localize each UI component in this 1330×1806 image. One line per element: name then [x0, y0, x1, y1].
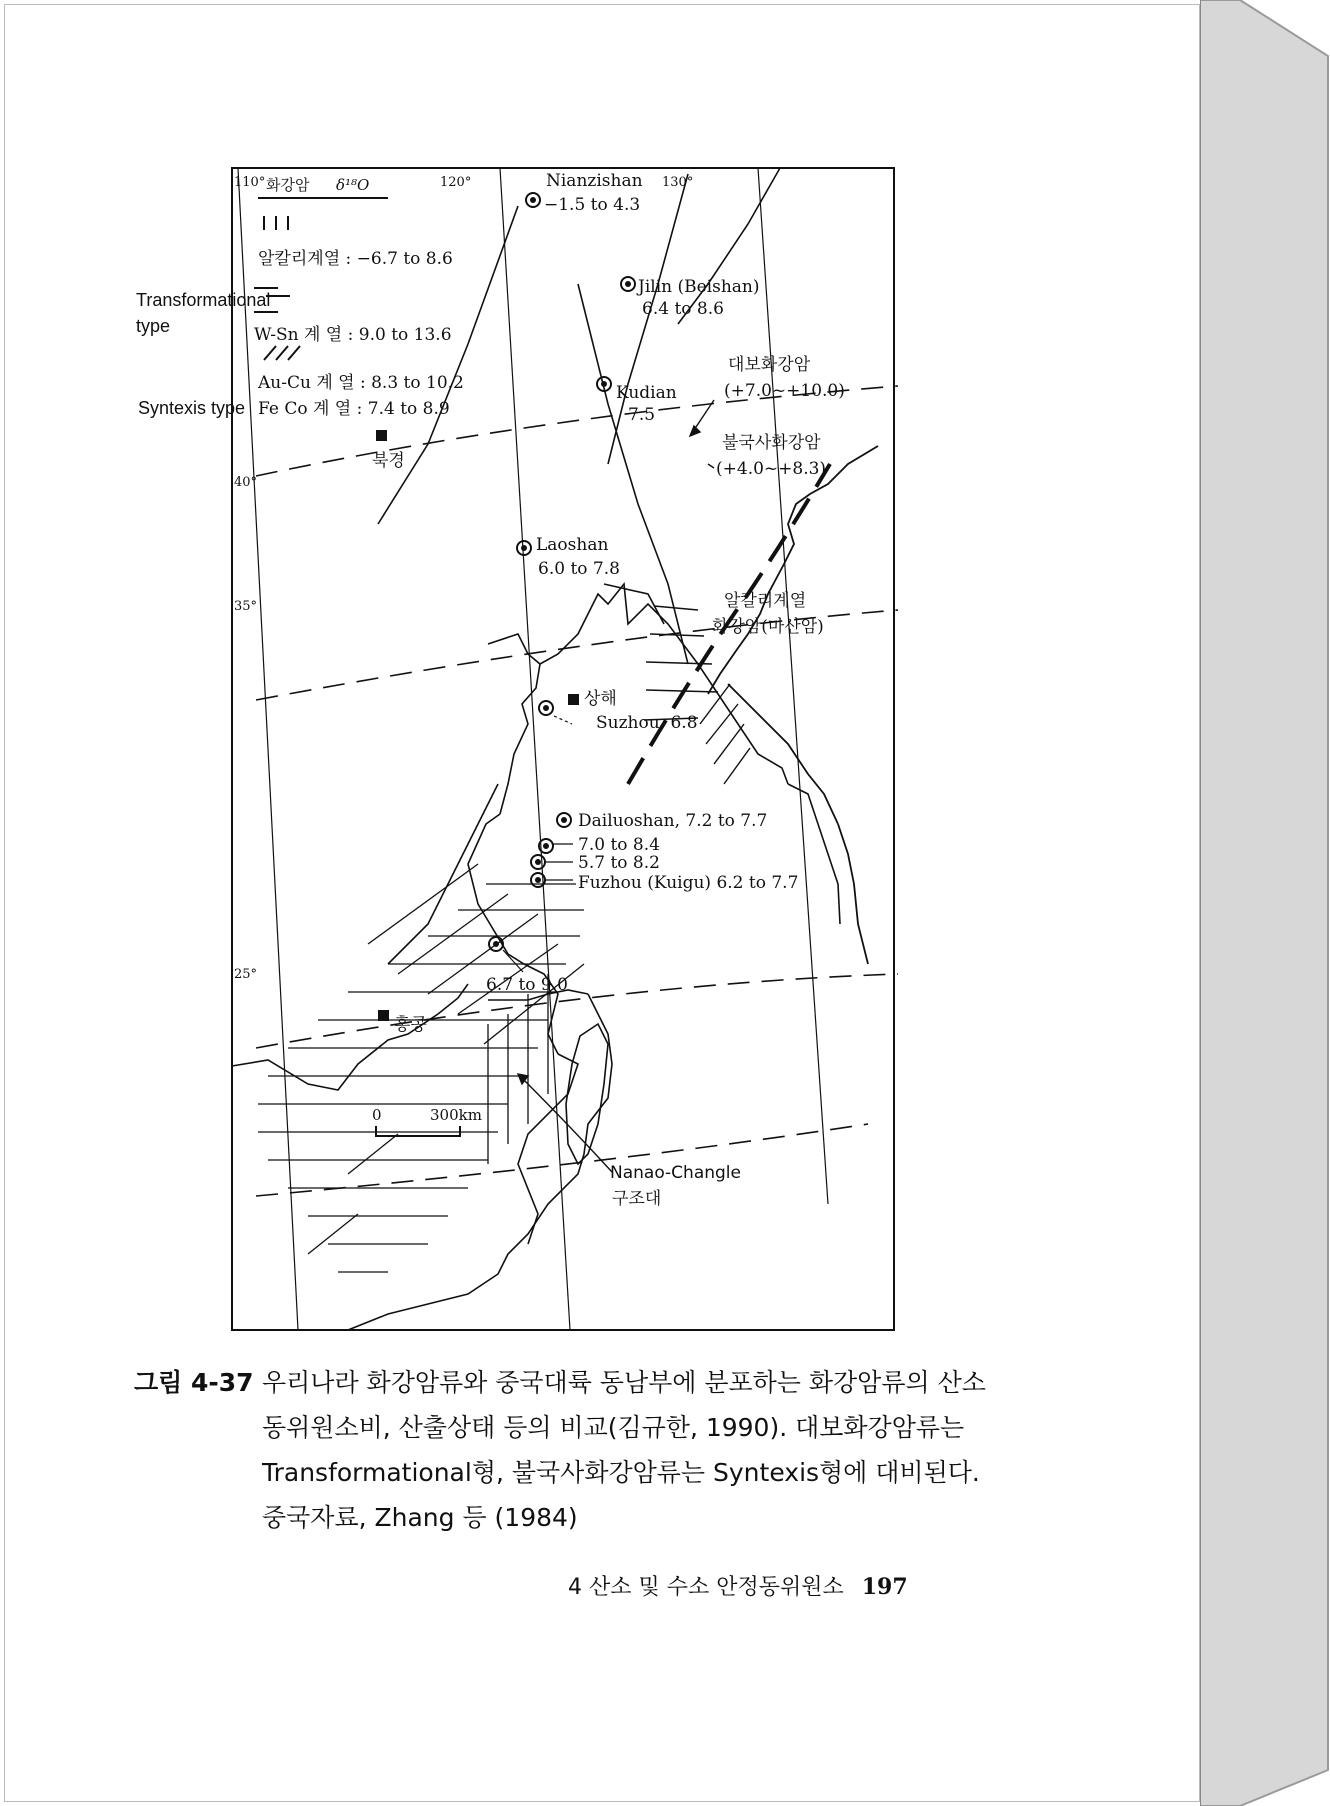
jilin-name: Jilin (Beishan) — [638, 277, 760, 297]
fuzhou-label: Fuzhou (Kuigu) 6.2 to 7.7 — [578, 873, 799, 893]
caption-text: 우리나라 화강암류와 중국대륙 동남부에 분포하는 화강암류의 산소 동위원소비, 산출상태 등의 비교(김규한, 1990). 대보화강암류는 Transformational형, 불국사화강암류는 Syntexis형에 대비된다. 중국자료, Zhang 등 (1984) — [262, 1368, 986, 1532]
legend-w-sn: W-Sn 계 열 : 9.0 to 13.6 — [254, 325, 452, 345]
page-number: 197 — [861, 1574, 908, 1600]
nianzishan-value: −1.5 to 4.3 — [544, 195, 641, 215]
suzhou-label: Suzhou, 6.8 — [596, 713, 698, 733]
beijing-square — [376, 430, 387, 441]
nanao-line1: Nanao-Changle — [610, 1163, 741, 1183]
hongkong-square — [378, 1010, 389, 1021]
nianzishan-name: Nianzishan — [546, 171, 643, 191]
lon-120-label: 120° — [440, 175, 472, 190]
syntexis-label: Syntexis type — [138, 398, 246, 418]
daebo-value: (+7.0~+10.0) — [724, 381, 845, 401]
dailuoshan-label: Dailuoshan, 7.2 to 7.7 — [578, 811, 768, 831]
daebo-label: 대보화강암 — [728, 355, 811, 375]
nanao-line2: 구조대 — [612, 1189, 662, 1209]
south-value: 6.7 to 9.0 — [486, 975, 568, 995]
caption-number: 그림 4-37 — [134, 1368, 254, 1397]
legend-bars-icon — [264, 216, 288, 230]
hongkong-label: 홍콩 — [394, 1015, 427, 1035]
transformational-label: Transformational — [136, 290, 271, 310]
type-label: type — [136, 316, 171, 336]
shanghai-label: 상해 — [584, 689, 617, 709]
laoshan-value: 6.0 to 7.8 — [538, 559, 620, 579]
kudian-value: 7.5 — [628, 405, 656, 425]
bulguksa-label: 불국사화강암 — [722, 433, 821, 453]
scale-zero: 0 — [372, 1106, 382, 1124]
coastline — [232, 584, 840, 1330]
lon-110-label: 110° — [234, 175, 266, 190]
scale-bar — [376, 1126, 460, 1136]
legend-alkali: 알칼리계열 : −6.7 to 8.6 — [258, 249, 453, 269]
lat-25-label: 25° — [234, 967, 258, 982]
book-edge — [1200, 0, 1330, 1806]
kudian-name: Kudian — [616, 383, 677, 403]
shanghai-square — [568, 694, 579, 705]
scale-km: 300km — [430, 1106, 482, 1124]
lat-35-label: 35° — [234, 599, 258, 614]
korea-alkali-line2: 화강암(마산암) — [712, 617, 824, 637]
footer-section: 4 산소 및 수소 안정동위원소 — [568, 1575, 844, 1600]
legend-fe-co: Fe Co 계 열 : 7.4 to 8.9 — [258, 399, 450, 419]
beijing-label: 북경 — [372, 451, 405, 471]
korea-alkali-line1: 알칼리계열 — [724, 591, 807, 611]
page-footer — [568, 1570, 908, 1601]
legend-slash-icon — [264, 346, 300, 360]
site-a-value: 7.0 to 8.4 — [578, 835, 660, 855]
taiwan — [566, 1024, 608, 1164]
laoshan-name: Laoshan — [536, 535, 609, 555]
lon-130-label: 130° — [662, 175, 694, 190]
korea-arrows — [690, 400, 714, 468]
legend-title: 화강암 — [266, 176, 310, 194]
bulguksa-value: (+4.0~+8.3) — [716, 459, 827, 479]
jilin-value: 6.4 to 8.6 — [642, 299, 724, 319]
site-b-value: 5.7 to 8.2 — [578, 853, 660, 873]
lat-40-label: 40° — [234, 475, 258, 490]
granite-distribution-map — [228, 164, 898, 1334]
china-hatch — [258, 864, 584, 1272]
legend-au-cu: Au-Cu 계 열 : 8.3 to 10.2 — [258, 373, 464, 393]
legend-isotope: δ¹⁸O — [336, 176, 370, 194]
